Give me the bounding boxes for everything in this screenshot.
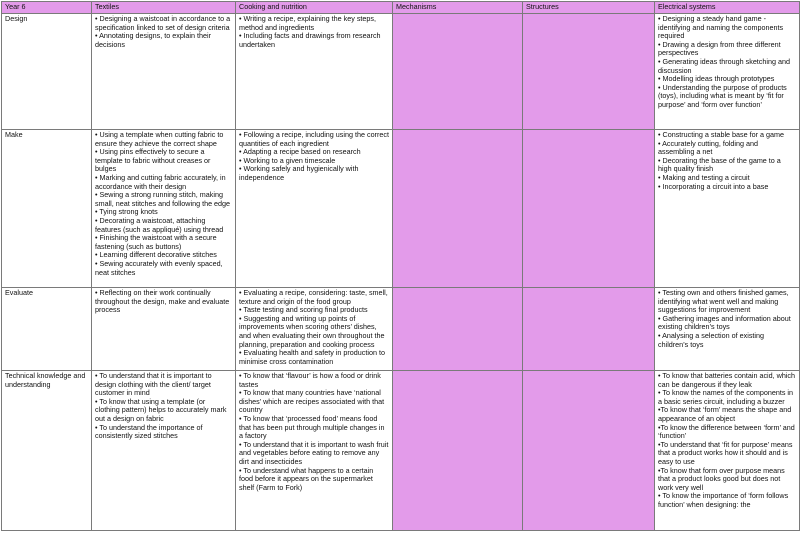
bullet-item: • Decorating the base of the game to a high quality finish <box>658 155 781 174</box>
mechanisms-cell <box>393 14 523 130</box>
bullet-item: • To know that ‘flavour’ is how a food or drink tastes <box>239 372 381 389</box>
bullet-item: • Testing own and others finished games, identifying what went well and making suggestions for improvement <box>658 289 789 315</box>
bullet-item: • Analysing a selection of existing children’s toys <box>658 330 764 349</box>
electrical-cell <box>655 130 800 288</box>
bullet-item: • Constructing a stable base for a game <box>658 131 784 139</box>
table-row <box>2 371 800 531</box>
structures-cell <box>523 14 655 130</box>
cooking-cell <box>236 371 393 531</box>
bullet-item: • Drawing a design from three different perspectives <box>658 39 781 58</box>
bullet-item: • To know the importance of ‘form follows function’ when designing: the <box>658 491 789 509</box>
bullet-item: • To understand the importance of consistently sized stitches <box>95 422 203 441</box>
bullet-item: • To know the names of the components in a basic series circuit, including a buzzer <box>658 388 794 406</box>
bullet-item: • Accurately cutting, folding and assembling a net <box>658 138 759 157</box>
row-label: Design <box>2 14 92 130</box>
header-textiles: Textiles <box>92 2 236 14</box>
electrical-cell <box>655 288 800 371</box>
textiles-cell <box>92 130 236 288</box>
table-row <box>2 14 800 130</box>
bullet-item: • Designing a steady hand game - identifying and naming the components required <box>658 15 784 41</box>
cooking-cell <box>236 130 393 288</box>
structures-cell <box>523 288 655 371</box>
bullet-item: • Designing a waistcoat in accordance to a specification linked to set of design criteria <box>95 15 231 32</box>
bullet-item: • Adapting a recipe based on research <box>239 147 361 157</box>
header-cooking: Cooking and nutrition <box>236 2 393 14</box>
bullet-item: • Taste testing and scoring final products <box>239 305 368 315</box>
header-row <box>2 2 800 14</box>
textiles-cell <box>92 14 236 130</box>
bullet-item: • Understanding the purpose of products (toys), including what is meant by ‘fit for purpose’ and ‘form over function’ <box>658 82 787 109</box>
bullet-item: • Working to a given timescale <box>239 155 336 165</box>
bullet-item: • To know that many countries have ‘national dishes’ which are recipes associated with that country <box>239 388 385 415</box>
bullet-item: • Finishing the waistcoat with a secure fastening (such as buttons) <box>95 233 217 251</box>
bullet-item: • To understand what happens to a certain food before it appears on the supermarket shelf (Farm to Fork) <box>239 465 374 492</box>
bullet-item: • Learning different decorative stitches <box>95 250 217 260</box>
mechanisms-cell <box>393 130 523 288</box>
bullet-item: • Sewing accurately with evenly spaced, neat stitches <box>95 258 223 277</box>
structures-cell <box>523 130 655 288</box>
mechanisms-cell <box>393 371 523 531</box>
bullet-item: • To understand that it is important to design clothing with the client/ target customer in mind <box>95 372 212 398</box>
textiles-cell <box>92 371 236 531</box>
bullet-item: • Writing a recipe, explaining the key steps, method and ingredients <box>239 15 377 32</box>
bullet-item: •To understand that ‘fit for purpose’ means that a product works how it should and is easy to use <box>658 439 793 466</box>
row-label: Evaluate <box>2 288 92 371</box>
bullet-item: • Gathering images and information about existing children’s toys <box>658 313 791 332</box>
bullet-item: • Evaluating health and safety in production to minimise cross contamination <box>239 348 385 366</box>
bullet-item: • Sewing a strong running stitch, making small, neat stitches and following the edge <box>95 190 231 208</box>
bullet-item: • Reflecting on their work continually throughout the design, make and evaluate process <box>95 289 230 315</box>
bullet-item: • Modelling ideas through prototypes <box>658 74 775 84</box>
cooking-cell <box>236 14 393 130</box>
bullet-item: • Making and testing a circuit <box>658 172 750 182</box>
bullet-item: • Generating ideas through sketching and discussion <box>658 56 790 75</box>
bullet-item: • Marking and cutting fabric accurately, in accordance with their design <box>95 172 226 191</box>
bullet-item: • Following a recipe, including using the correct quantities of each ingredient <box>239 131 389 148</box>
bullet-item: • Incorporating a circuit into a base <box>658 181 769 191</box>
bullet-item: • Including facts and drawings from research undertaken <box>239 31 381 49</box>
header-structures: Structures <box>523 2 655 14</box>
bullet-item: • To understand that it is important to wash fruit and vegetables before eating to remove any dirt and insecticides <box>239 439 389 466</box>
header-electrical: Electrical systems <box>655 2 800 14</box>
bullet-item: • To know that ‘processed food’ means food that has been put through multiple changes in a factory <box>239 413 385 441</box>
cooking-cell <box>236 288 393 371</box>
row-label: Technical knowledge and understanding <box>2 371 92 531</box>
bullet-item: • Suggesting and writing up points of improvements when scoring others’ dishes, and when evaluating their own throughout the planning, preparation and cooking process <box>239 313 385 349</box>
row-label: Make <box>2 130 92 288</box>
textiles-cell <box>92 288 236 371</box>
bullet-item: • Evaluating a recipe, considering: taste, smell, texture and origin of the food group <box>239 289 388 306</box>
header-mechanisms: Mechanisms <box>393 2 523 14</box>
bullet-item: •To know the difference between ‘form’ and ‘function’ <box>658 422 795 441</box>
bullet-item: • Using a template when cutting fabric to ensure they achieve the correct shape <box>95 131 224 148</box>
table-row <box>2 130 800 288</box>
bullet-item: • Using pins effectively to secure a template to fabric without creases or bulges <box>95 147 211 174</box>
electrical-cell <box>655 371 800 531</box>
mechanisms-cell <box>393 288 523 371</box>
bullet-item: • Decorating a waistcoat, attaching features (such as appliqué) using thread <box>95 215 224 234</box>
electrical-cell <box>655 14 800 130</box>
header-year: Year 6 <box>2 2 92 14</box>
bullet-item: • Working safely and hygienically with independence <box>239 164 359 182</box>
structures-cell <box>523 371 655 531</box>
curriculum-table <box>1 1 800 531</box>
bullet-item: • To know that using a template (or clothing pattern) helps to accurately mark out a design on fabric <box>95 396 227 423</box>
bullet-item: • Tying strong knots <box>95 207 158 217</box>
bullet-item: •To know that form over purpose means that a product looks good but does not work very well <box>658 465 785 492</box>
bullet-item: • Annotating designs, to explain their decisions <box>95 31 211 49</box>
table-row <box>2 288 800 371</box>
bullet-item: • To know that batteries contain acid, which can be dangerous if they leak <box>658 372 796 389</box>
bullet-item: •To know that ‘form’ means the shape and appearance of an object <box>658 405 792 423</box>
